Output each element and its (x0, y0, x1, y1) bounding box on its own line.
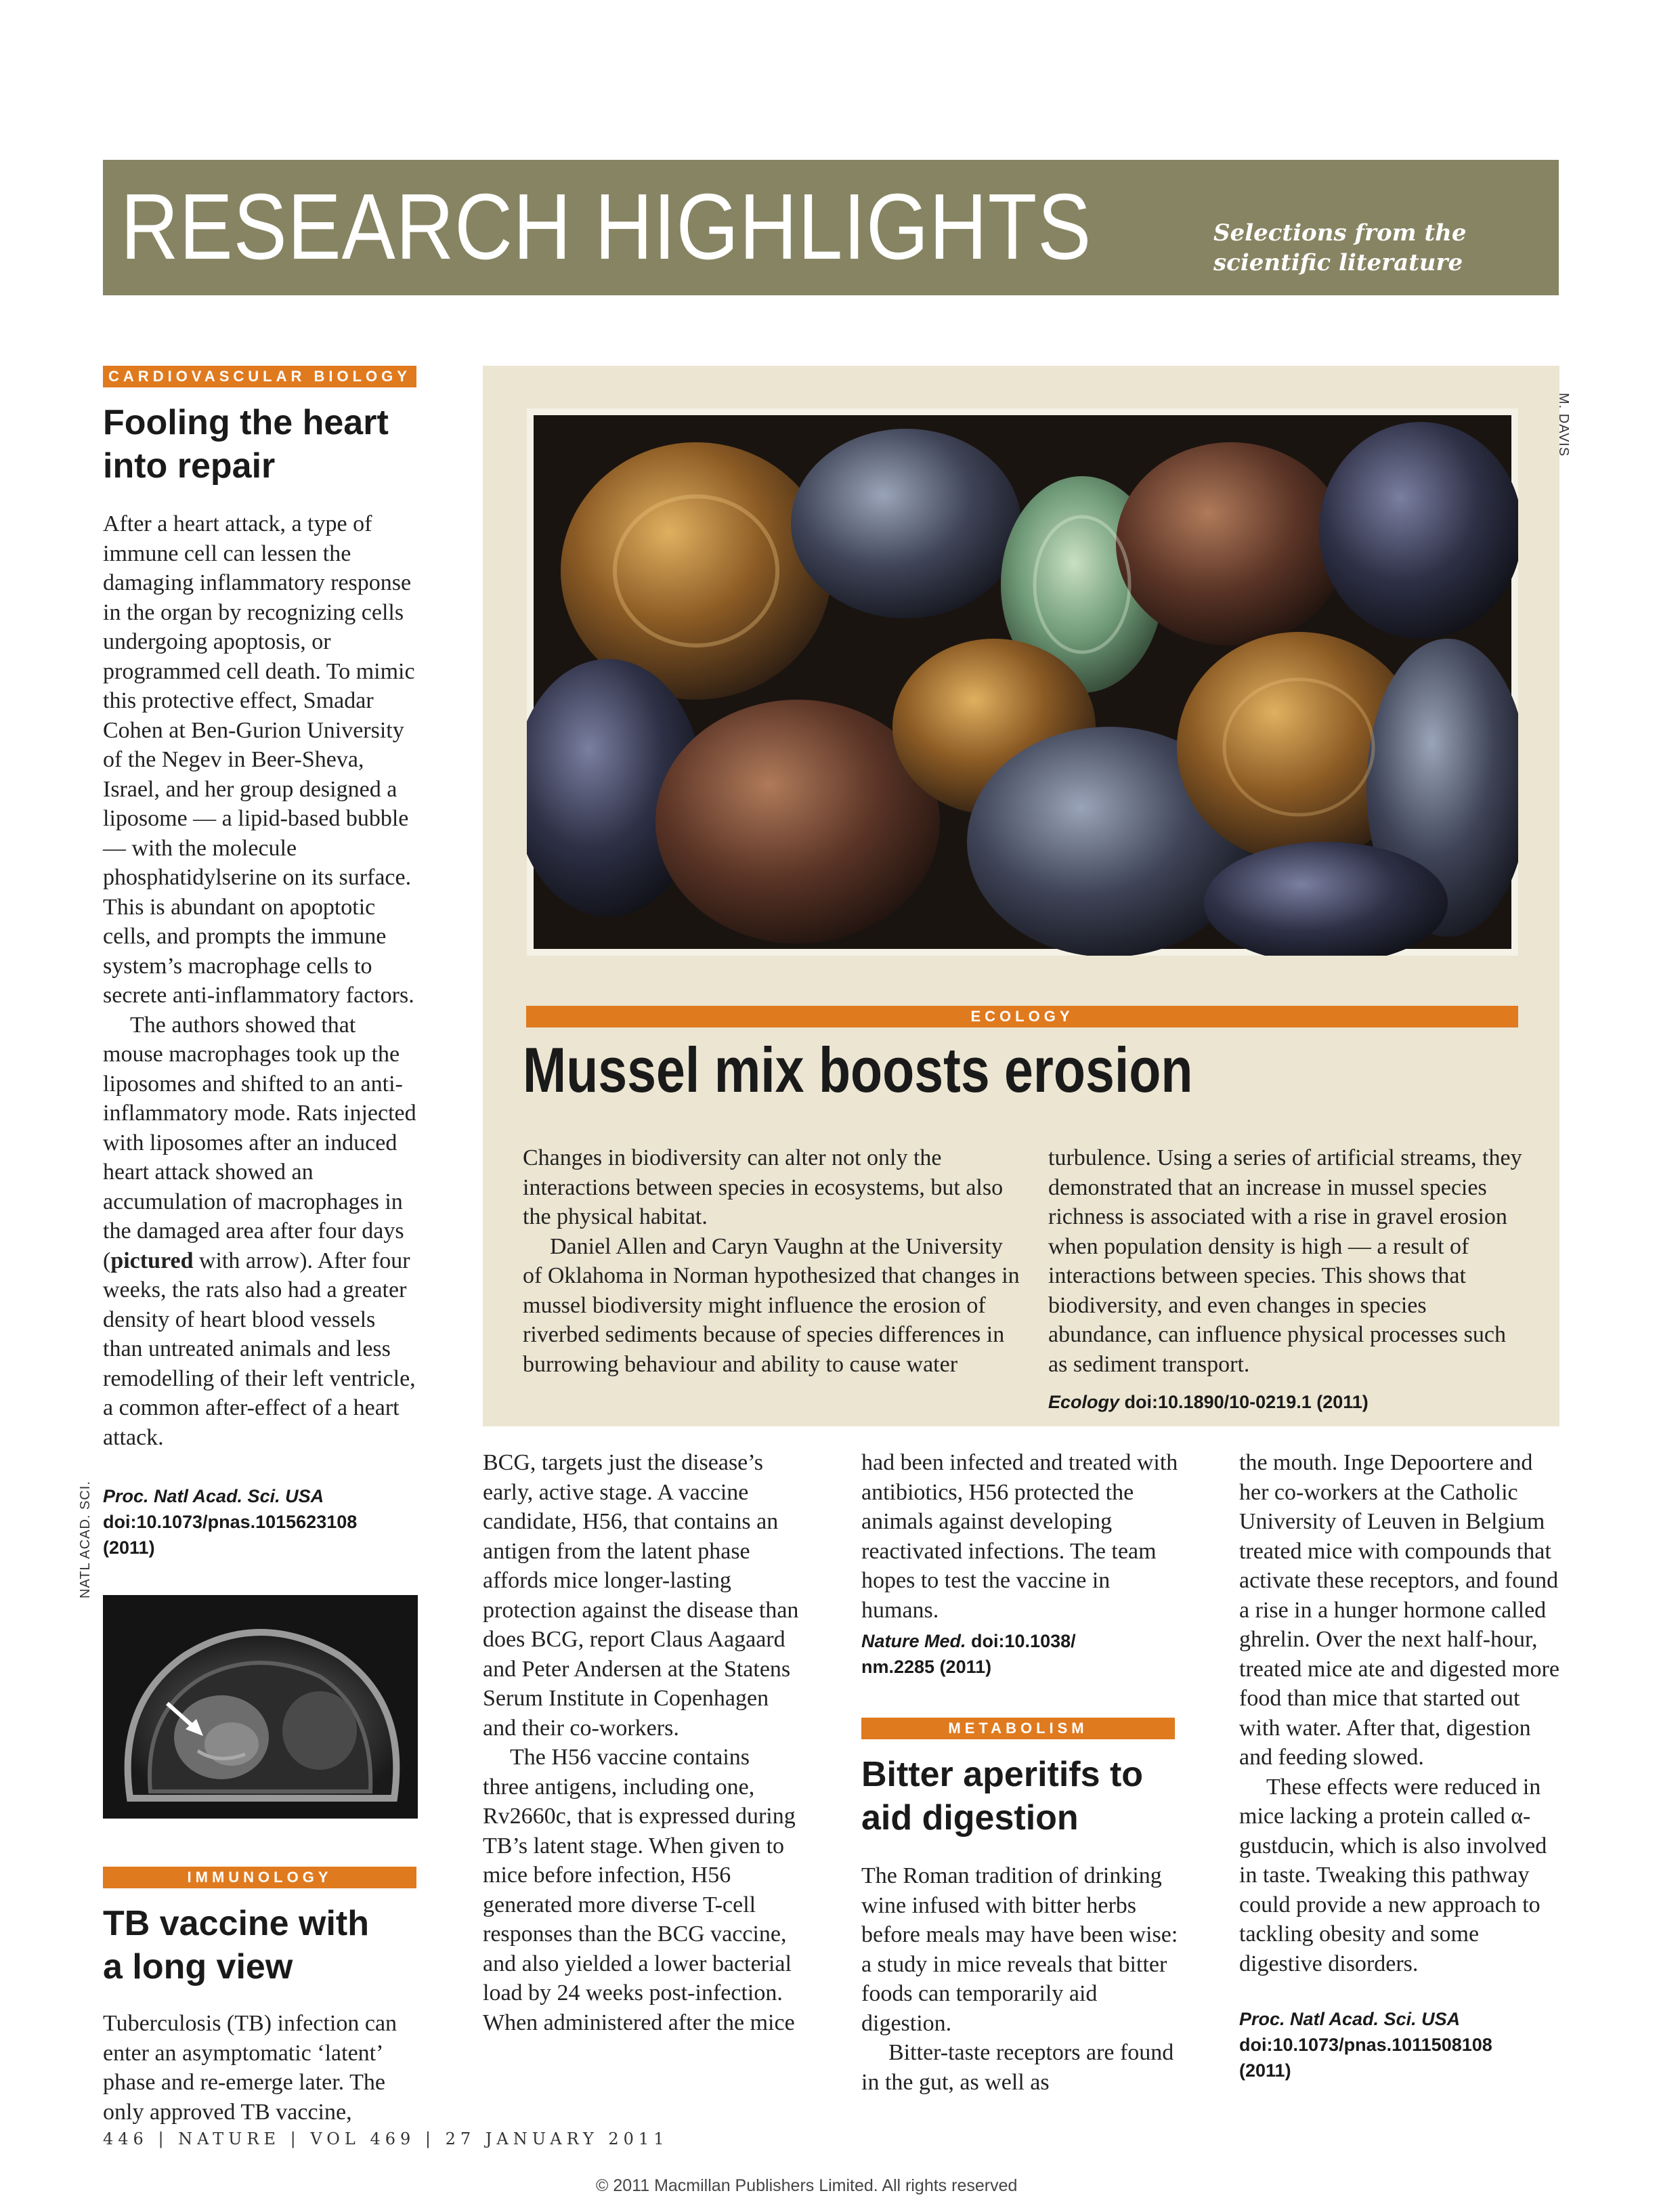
headline-mussel-mix: Mussel mix boosts erosion (523, 1034, 1193, 1105)
ref-doi[interactable]: doi:10.1890/10-0219.1 (2011) (1124, 1392, 1369, 1412)
reference-metabolism (1239, 2006, 1557, 2083)
paragraph: the mouth. Inge Depoortere and her co-workers at the Catholic University of Leuven in Belgium treated mice with compounds that activate these receptors, and found a rise in a hunger hormone called ghrelin. Over the next half-hour, treated mice ate and digested more food than mice that started out with water. After that, digestion and feeding slowed. (1239, 1450, 1559, 1770)
paragraph: Bitter-taste receptors are found in the gut, as well as (861, 2040, 1174, 2095)
feature-col-1 (523, 1143, 1024, 1379)
headline-line: a long view (103, 1947, 293, 1987)
ref-year: (2011) (1239, 2060, 1291, 2081)
kicker-metabolism: METABOLISM (861, 1718, 1175, 1739)
mussels-photo-graphic (527, 408, 1518, 956)
headline-line: TB vaccine with (103, 1904, 369, 1943)
headline-fooling-heart (103, 401, 441, 488)
paragraph: These effects were reduced in mice lacking a protein called α-gustducin, which is also involved in taste. Tweaking this pathway could provide a new approach to tackling obesity and some digestive disorders. (1239, 1774, 1547, 1976)
ref-journal: Ecology (1048, 1392, 1120, 1412)
ref-doi[interactable]: doi:10.1073/pnas.1015623108 (103, 1512, 358, 1532)
banner-subtitle-line2: scientific literature (1213, 249, 1463, 276)
paragraph: turbulence. Using a series of artificial streams, they demonstrated that an increase in mussel species richness is associated with a rise in gravel erosion when population density is high — a result of interactions between species. This shows that biodiversity, and even changes in species abundance, can influence physical processes such as sediment transport. (1048, 1145, 1522, 1377)
text-run: The authors showed that mouse macrophages took up the liposomes and shifted to an anti-inflammatory mode. Rats injected with liposomes after an induced heart attack showed an accumulation of macrophages in the damaged area after four days ( (103, 1012, 416, 1273)
paragraph: BCG, targets just the disease’s early, active stage. A vaccine candidate, H56, that contains an antigen from the latent phase affords mice longer-lasting protection against the disease than does BCG, report Claus Aagaard and Peter Andersen at the Statens Serum Institute in Copenhagen and their co-workers. (483, 1450, 799, 1741)
immunology-col-1 (103, 2009, 425, 2127)
banner-subtitle (1213, 218, 1467, 278)
reference-ecology (1048, 1389, 1522, 1415)
emphasis-pictured: pictured (110, 1248, 194, 1273)
feature-col-2 (1048, 1143, 1522, 1379)
paragraph (103, 1011, 420, 1453)
page-folio: 446 | NATURE | VOL 469 | 27 JANUARY 2011 (103, 2129, 669, 2148)
paragraph: Daniel Allen and Caryn Vaughn at the University of Oklahoma in Norman hypothesized that changes in mussel biodiversity might influence the erosion of riverbed sediments because of species differences in burrowing behaviour and ability to cause water (523, 1233, 1020, 1377)
article-body-cardio (103, 509, 420, 1452)
banner-subtitle-line1: Selections from the (1213, 219, 1467, 247)
headline-line: Fooling the heart (103, 403, 389, 442)
mri-heart-image (103, 1595, 418, 1819)
image-credit-natl-acad: NATL ACAD. SCI. (78, 1481, 93, 1598)
ref-year: (2011) (103, 1537, 155, 1558)
paragraph: Changes in biodiversity can alter not only the interactions between species in ecosystems, but also the physical habitat. (523, 1145, 1004, 1229)
metabolism-col-1 (861, 1861, 1180, 2097)
paragraph: The Roman tradition of drinking wine infused with bitter herbs before meals may have been wise: a study in mice reveals that bitter foods can temporarily aid digestion. (861, 1863, 1178, 2036)
copyright-notice: © 2011 Macmillan Publishers Limited. All rights reserved (596, 2176, 1018, 2195)
headline-line: Bitter aperitifs to (861, 1755, 1144, 1794)
text-run: with arrow). After four weeks, the rats also had a greater density of heart blood vessels than untreated animals and less remodelling of their left ventricle, a common after-effect of a heart attack. (103, 1248, 416, 1450)
headline-tb-vaccine (103, 1902, 441, 1989)
reference-immunology (861, 1628, 1180, 1680)
headline-bitter-aperitifs (861, 1753, 1213, 1840)
headline-line: aid digestion (861, 1798, 1079, 1838)
ref-journal: Proc. Natl Acad. Sci. USA (103, 1486, 324, 1506)
ref-journal: Proc. Natl Acad. Sci. USA (1239, 2009, 1461, 2029)
immunology-col-2 (483, 1448, 801, 2037)
paragraph: had been infected and treated with antibiotics, H56 protected the animals against developing reactivated infections. The team hopes to test the vaccine in humans. (861, 1450, 1178, 1623)
immunology-col-3 (861, 1448, 1180, 1625)
mussels-photo (527, 408, 1518, 956)
kicker-ecology: ECOLOGY (526, 1006, 1518, 1027)
photo-credit: M. DAVIS (1556, 393, 1571, 457)
mri-scan-graphic (103, 1595, 418, 1819)
ref-doi-continued[interactable]: nm.2285 (2011) (861, 1657, 992, 1677)
banner-title: RESEARCH HIGHLIGHTS (121, 175, 1092, 279)
ref-journal: Nature Med. (861, 1631, 966, 1651)
kicker-immunology: IMMUNOLOGY (103, 1867, 416, 1888)
paragraph: After a heart attack, a type of immune cell can lessen the damaging inflammatory response in the organ by recognizing cells undergoing apoptosis, or programmed cell death. To mimic this protective effect, Smadar Cohen at Ben-Gurion University of the Negev in Beer-Sheva, Israel, and her group designed a liposome — a lipid-based bubble — with the molecule phosphatidylserine on its surface. This is abundant on apoptotic cells, and prompts the immune system’s macrophage cells to secrete anti-inflammatory factors. (103, 511, 415, 1008)
reference-cardio (103, 1483, 421, 1561)
kicker-cardiovascular: CARDIOVASCULAR BIOLOGY (103, 366, 416, 387)
headline-line: into repair (103, 446, 276, 486)
paragraph: Tuberculosis (TB) infection can enter an asymptomatic ‘latent’ phase and re-emerge later. The only approved TB vaccine, (103, 2011, 397, 2125)
ref-doi[interactable]: doi:10.1038/ (971, 1631, 1076, 1651)
paragraph: The H56 vaccine contains three antigens, including one, Rv2660c, that is expressed during TB’s latent stage. When given to mice before infection, H56 generated more diverse T-cell responses than the BCG vaccine, and also yielded a lower bacterial load by 24 weeks post-infection. When administered after the mice (483, 1745, 796, 2035)
ref-doi[interactable]: doi:10.1073/pnas.1011508108 (1239, 2035, 1492, 2055)
metabolism-col-2 (1239, 1448, 1561, 1978)
